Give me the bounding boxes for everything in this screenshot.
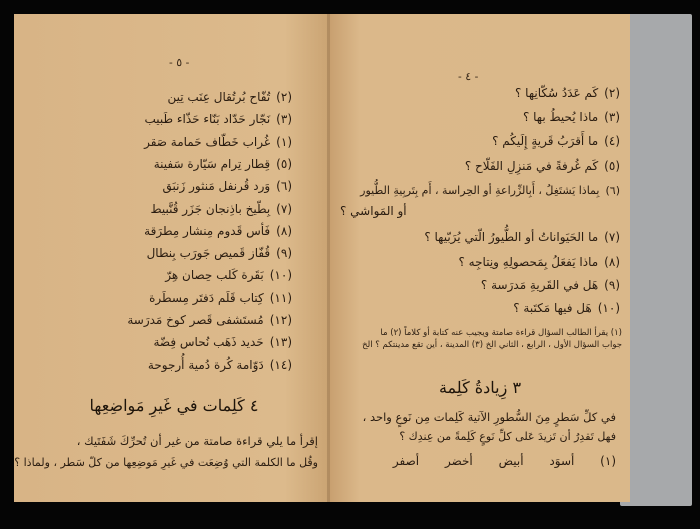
item-text: ماذا يَفعَلُ بِمَحصولِهِ ونِتاجِه ؟ (458, 255, 599, 269)
item-number: (٦) (276, 179, 292, 194)
list-item (144, 112, 292, 126)
question-item (523, 110, 620, 124)
color-word-row (371, 454, 616, 468)
item-number: (٨) (276, 223, 292, 238)
item-text: فَأس قَدوم مِنشار مِطرَقة (144, 223, 271, 238)
item-text: قُفّاز قَميص جَورَب بِنطال (146, 246, 271, 261)
item-number: (١٣) (269, 335, 292, 350)
item-text: ما الحَيَواناتُ أو الطُّيورُ الّتي يُرَبّيها ؟ (424, 230, 599, 244)
question-item (424, 230, 620, 244)
item-text: حَديد ذَهَب نُحاس فِضّة (153, 335, 264, 350)
item-text: أو المَواشي ؟ (340, 204, 407, 218)
item-text: تُفّاح بُرتُقال عِنَب تِين (167, 90, 271, 104)
item-number: (١١) (269, 290, 292, 305)
section-line: إقرأ ما يلي قراءة صامتة من غير أن تُحرِّكَ شَفَتَيك ، (76, 434, 318, 448)
question-item (360, 184, 620, 198)
question-item (340, 204, 413, 218)
question-item (492, 134, 620, 148)
item-number: (١٠) (597, 301, 620, 315)
item-text: مُستَشفى قَصر كوخ مَدرَسة (127, 313, 264, 327)
back-cover (620, 14, 692, 506)
color-word: أصفر (392, 454, 420, 468)
item-number: (١٢) (269, 313, 292, 327)
list-item (148, 358, 292, 372)
list-item (144, 224, 292, 238)
page-number: - ٥ - (169, 56, 190, 69)
item-text: غُراب خَطّاف حَمامة صَقر (144, 134, 271, 149)
item-text: قِطار تِرام سَيّارة سَفينة (153, 156, 271, 171)
item-text: بَقَرة كَلب حِصان هِرّ (165, 268, 264, 283)
section-line: في كلِّ سَطرٍ مِنَ السُّطورِ الآتية كَلِمات مِن نَوعٍ واحد ، (362, 410, 616, 424)
item-number: (١٤) (269, 357, 292, 372)
section-line: وقُل ما الكلمة التي وُضِعَت في غَيرِ مَوضِعِها من كلّ سَطر ، ولماذا ؟ (14, 456, 318, 469)
list-item (154, 157, 292, 171)
item-text: ما أَقرَبُ قَريةٍ إِلَيكُم ؟ (492, 134, 599, 148)
right-page (330, 14, 630, 502)
item-number: (٩) (276, 246, 292, 261)
question-item (459, 255, 621, 269)
question-item (513, 301, 620, 315)
item-text: بِماذا يَشتَغِلُ ، أَبِالزِّراعةِ أو الحِراسة ، أَم بِتَربِيةِ الطُّيور (360, 184, 600, 197)
item-number: (٤) (604, 134, 620, 148)
item-text: كَم غُرفةً في مَنزِلِ الفَلّاح ؟ (464, 159, 599, 173)
item-text: هَل فيها مَكتَبة ؟ (513, 301, 592, 315)
list-item (127, 313, 292, 327)
item-number: (٥) (276, 156, 292, 171)
list-item (149, 291, 292, 305)
left-page (14, 14, 332, 502)
question-item (465, 159, 620, 173)
list-item (163, 179, 293, 193)
color-word: أبيض (498, 454, 524, 468)
item-number: (١٠) (269, 268, 292, 283)
item-text: وَرد قُرنفل مَنثور زَنبَق (162, 179, 271, 194)
item-text: كِتاب قَلَم دَفتَر مِسطَرة (149, 290, 264, 305)
list-item (154, 335, 293, 349)
item-text: نَجّار حَدّاد بَنّاء حَذّاء طَبيب (144, 112, 271, 127)
item-number: (٧) (604, 230, 620, 244)
exercise-number: (١) (600, 454, 616, 468)
list-item (144, 135, 292, 149)
item-number: (٢) (604, 86, 620, 100)
item-number: (٣) (276, 112, 292, 127)
section-title: ٤ كَلِمات في غَيرِ مَواضِعِها (89, 396, 259, 415)
footnote-line: جواب السؤال الأول ، الرابع ، الثاني الخ (٣) المدينة ، أين تقع مدينتكم ؟ الخ (362, 340, 622, 350)
question-item (515, 86, 620, 100)
list-item (147, 246, 292, 260)
color-word: أسوَد (549, 454, 575, 468)
item-number: (٦) (605, 184, 620, 197)
item-text: كَم عَدَدُ سُكّانِها ؟ (514, 86, 599, 100)
item-number: (٨) (604, 255, 620, 269)
item-text: بِطّيخ باذِنجان جَزَر قُنَّبيط (150, 201, 271, 216)
item-number: (٣) (604, 110, 620, 124)
item-text: ماذا يُحيطُ بها ؟ (522, 110, 599, 124)
item-number: (٧) (276, 201, 292, 216)
item-text: دَوّامة كُرة دُمية أُرجوحة (147, 357, 264, 372)
item-text: هَل في القَريةِ مَدرَسة ؟ (480, 278, 599, 292)
list-item (165, 268, 292, 282)
item-number: (٢) (276, 90, 292, 104)
item-number: (٩) (604, 278, 620, 292)
footnote-line: (١) يقرأ الطالب السؤال قراءة صامتة ويجيب عنه كتابة أو كلاماً (٢) ما (380, 328, 622, 338)
list-item (168, 90, 293, 104)
item-number: (١) (276, 134, 292, 149)
section-title: ٣ زِيادةُ كَلِمة (438, 378, 522, 397)
section-line: فهل تَقدِرُ أن تَزيدَ عَلى كلِّ نَوعٍ كَلِمةً من عِندِك ؟ (399, 430, 616, 443)
question-item (481, 278, 620, 292)
color-word: أخضر (444, 454, 473, 468)
item-number: (٥) (604, 159, 620, 173)
page-number: - ٤ - (458, 70, 479, 83)
list-item (150, 202, 292, 216)
